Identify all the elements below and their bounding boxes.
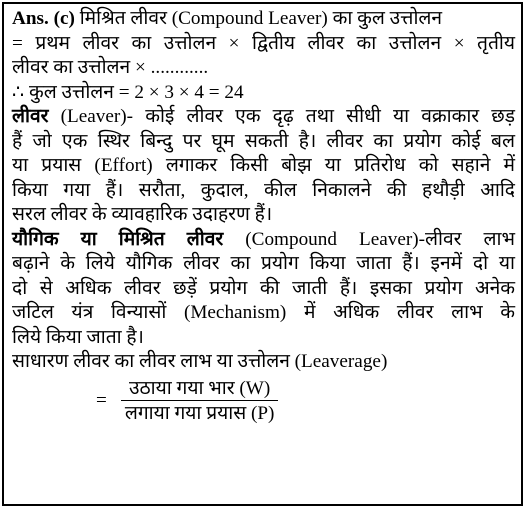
fraction-denominator: लगाया गया प्रयास (P) bbox=[124, 402, 275, 424]
answer-line-1 bbox=[12, 7, 515, 32]
compound-line-1 bbox=[12, 228, 515, 253]
compound-text-1: (Compound Leaver)-लीवर लाभ bbox=[223, 228, 515, 250]
lever-line-5: सरल लीवर के व्यावहारिक उदाहरण हैं। bbox=[12, 204, 273, 225]
fraction bbox=[121, 377, 279, 426]
compound-heading: यौगिक या मिश्रित लीवर bbox=[12, 228, 224, 250]
leverage-formula bbox=[96, 377, 515, 426]
equals-sign: = bbox=[96, 389, 107, 411]
answer-text-1: मिश्रित लीवर (Compound Leaver) का कुल उत्तोलन bbox=[74, 8, 443, 29]
lever-line-3: या प्रयास (Effort) लगाकर किसी बोझ या प्रतिरोध को सहाने में bbox=[12, 155, 515, 176]
compound-line-5: लिये किया जाता है। bbox=[12, 326, 144, 348]
formula-intro: साधारण लीवर का लीवर लाभ या उत्तोलन (Leaverage) bbox=[12, 351, 388, 372]
compound-line-4: जटिल यंत्र विन्यासों (Mechanism) में अधिक लीवर लाभ के bbox=[12, 302, 515, 323]
lever-line-4: किया गया हैं। सरौता, कुदाल, कील निकालने की हथौड़ी आदि bbox=[12, 179, 515, 201]
answer-box bbox=[2, 2, 523, 506]
lever-line-1 bbox=[12, 105, 515, 130]
answer-line-3: लीवर का उत्तोलन × ............ bbox=[12, 57, 209, 78]
answer-label: Ans. (c) bbox=[12, 8, 75, 29]
compound-line-2: बढ़ाने के लिये यौगिक लीवर का प्रयोग किया जाता हैं। इनमें दो या bbox=[12, 253, 515, 274]
answer-line-2: = प्रथम लीवर का उत्तोलन × द्वितीय लीवर का उत्तोलन × तृतीय bbox=[12, 32, 515, 54]
lever-heading: लीवर bbox=[12, 106, 49, 127]
lever-text-1: (Leaver)- कोई लीवर एक दृढ़ तथा सीधी या वक्राकार छड़ bbox=[48, 106, 515, 127]
compound-line-3: दो से अधिक लीवर छड़ें प्रयोग की जाती हैं। इसका प्रयोग अनेक bbox=[12, 277, 515, 299]
answer-line-4: ∴ कुल उत्तोलन = 2 × 3 × 4 = 24 bbox=[12, 81, 244, 103]
lever-line-2: हैं जो एक स्थिर बिन्दु पर घूम सकती है। लीवर का प्रयोग कोई बल bbox=[12, 130, 515, 152]
fraction-numerator: उठाया गया भार (W) bbox=[129, 377, 271, 399]
